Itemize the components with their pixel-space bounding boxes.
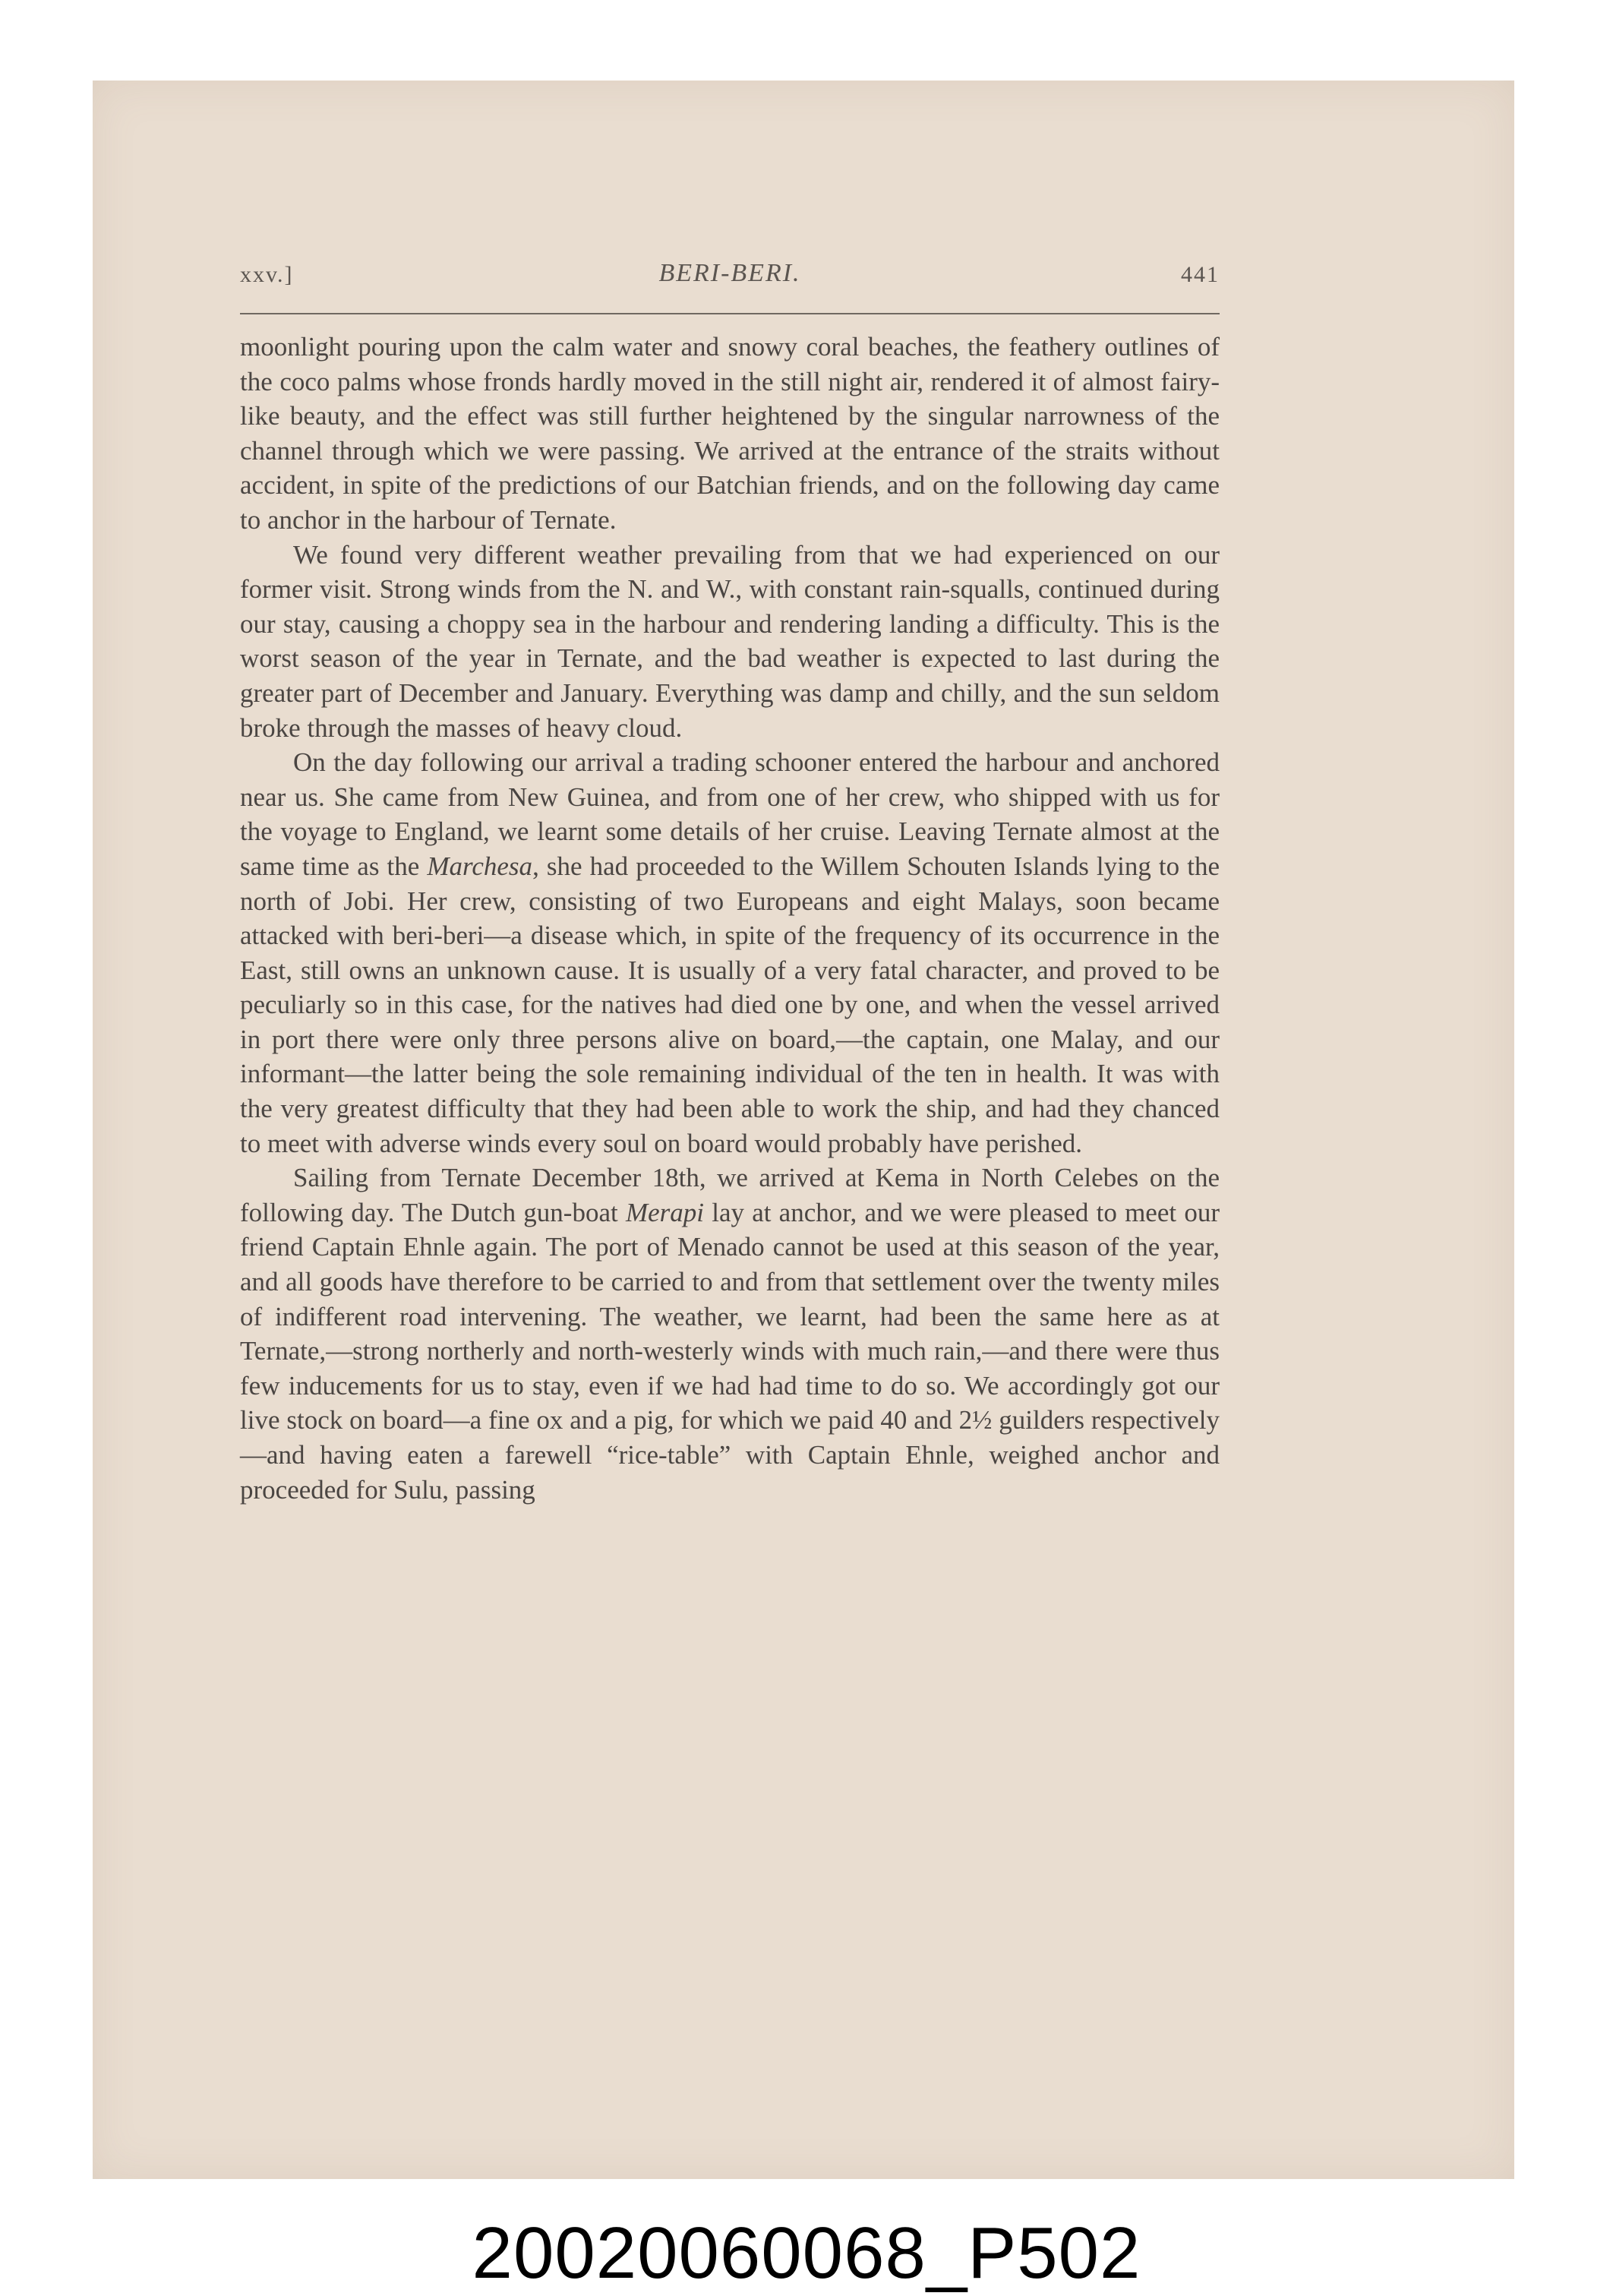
ship-name: Marchesa — [427, 851, 533, 881]
paragraph-text: On the day following our arrival a trading schooner entered the harbour and anchored near us. She came from New Guinea, and from one of her crew, who shipped with us for the voyage to England, we learnt some details of her cruise. Leaving Ternate almost at the same time as the — [240, 747, 1220, 881]
paragraph — [240, 538, 1220, 746]
page-number: 441 — [1181, 262, 1220, 287]
paragraph — [240, 330, 1220, 538]
paragraph-text: , she had proceeded to the Willem Schouten Islands lying to the north of Jobi. Her crew, consisting of two Europeans and eight Malays, soon became attacked with beri-beri—a disease which, in spite of the frequency of its occurrence in the East, still owns an unknown cause. It is usually of a very fatal character, and proved to be peculiarly so in this case, for the natives had died one by one, and when the vessel arrived in port there were only three persons alive on board,—the captain, one Malay, and our informant—the latter being the sole remaining individual of the ten in health. It was with the very greatest difficulty that they had been able to work the ship, and had they chanced to meet with adverse winds every soul on board would probably have perished. — [240, 851, 1220, 1158]
chapter-number: xxv.] — [240, 262, 294, 287]
paragraph — [240, 1161, 1220, 1507]
ship-name: Merapi — [625, 1197, 704, 1227]
body-text — [240, 330, 1220, 1507]
running-head — [240, 259, 1220, 300]
paragraph-text: moonlight pouring upon the calm water and snowy coral beaches, the feathery outlines of the coco palms whose fronds hardly moved in the still night air, rendered it of almost fairy-like beauty, and the effect was still further heightened by the singular narrowness of the channel through which we were passing. We arrived at the entrance of the straits without accident, in spite of the predictions of our Batchian friends, and on the following day came to anchor in the harbour of Ternate. — [240, 332, 1220, 535]
image-caption: 20020060068_P502 — [472, 2212, 1141, 2294]
paragraph-text: We found very different weather prevailing from that we had experienced on our former visit. Strong winds from the N. and W., with constant rain-squalls, continued during our stay, causing a choppy sea in the harbour and rendering landing a difficulty. This is the worst season of the year in Ternate, and the bad weather is expected to last during the greater part of December and January. Everything was damp and chilly, and the sun seldom broke through the masses of heavy cloud. — [240, 539, 1220, 743]
paragraph-text: Sailing from Ternate December 18th, we arrived at Kema in North Celebes on the following day. The Dutch gun-boat — [240, 1163, 1220, 1227]
paragraph — [240, 745, 1220, 1161]
running-title: BERI-BERI. — [658, 259, 801, 287]
header-rule — [240, 313, 1220, 314]
paragraph-text: lay at anchor, and we were pleased to meet our friend Captain Ehnle again. The port of Menado cannot be used at this season of the year, and all goods have therefore to be carried to and from that settlement over the twenty miles of indifferent road intervening. The weather, we learnt, had been the same here as at Ternate,—strong northerly and north-westerly winds with much rain,—and there were thus few inducements for us to stay, even if we had had time to do so. We accordingly got our live stock on board—a fine ox and a pig, for which we paid 40 and 2½ guilders respectively—and having eaten a farewell “rice-table” with Captain Ehnle, weighed anchor and proceeded for Sulu, passing — [240, 1197, 1220, 1505]
